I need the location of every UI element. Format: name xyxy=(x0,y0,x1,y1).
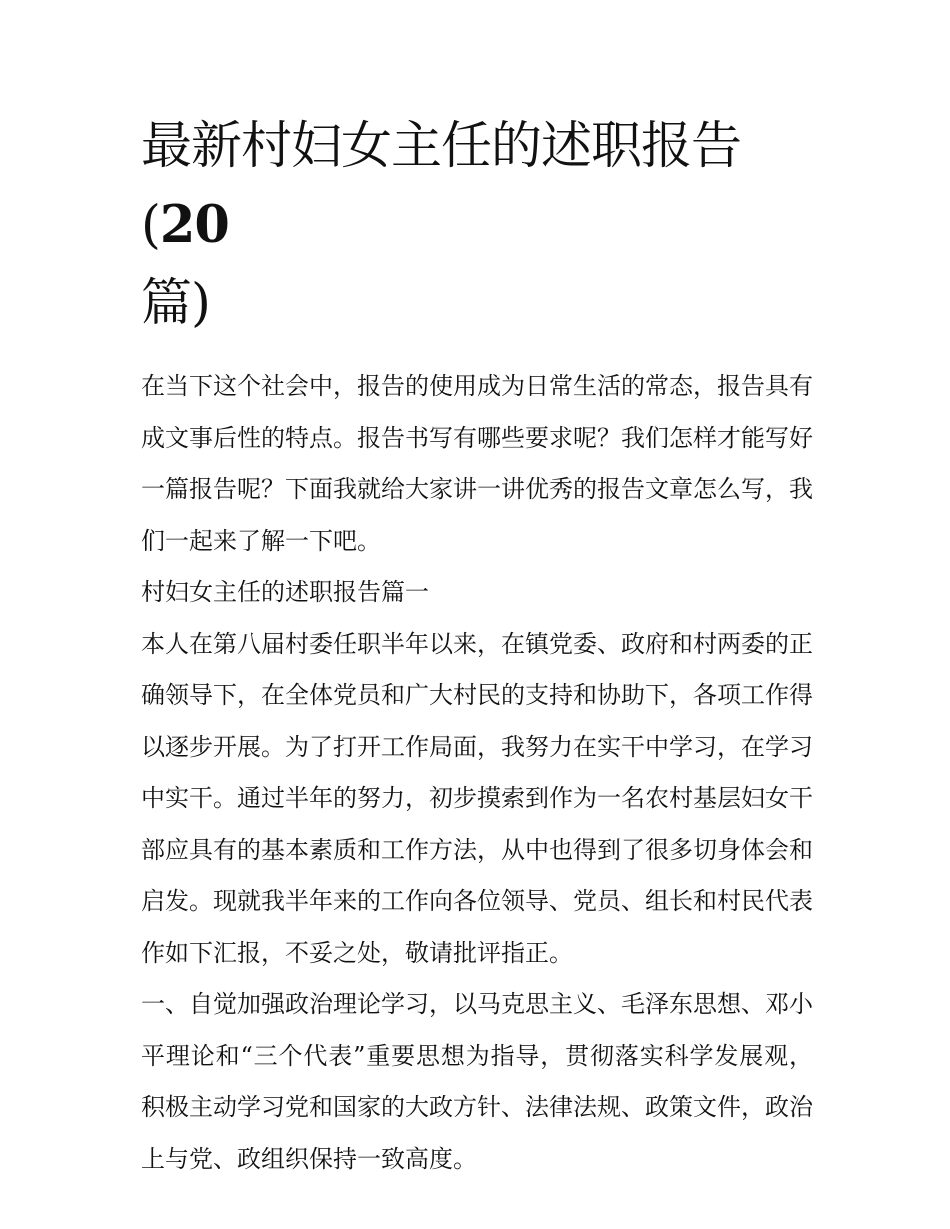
intro-paragraph: 在当下这个社会中，报告的使用成为日常生活的常态，报告具有成文事后性的特点。报告书写有哪些要求呢？我们怎样才能写好一篇报告呢？下面我就给大家讲一讲优秀的报告文章怎么写，我们一起来了解一下吧。 xyxy=(141,372,813,555)
body-paragraph: 一、自觉加强政治理论学习，以马克思主义、毛泽东思想、邓小平理论和“三个代表”重要思想为指导，贯彻落实科学发展观，积极主动学习党和国家的大政方针、法律法规、政策文件，政治上与党、政组织保持一致高度。 xyxy=(141,990,813,1173)
title-number: 20 xyxy=(159,195,229,255)
section-heading: 村妇女主任的述职报告篇一 xyxy=(141,578,429,606)
document-page xyxy=(141,108,813,1185)
title-main: 最新村妇女主任的述职报告( xyxy=(141,117,742,255)
document-body xyxy=(141,361,813,1185)
document-title xyxy=(141,108,813,343)
body-paragraph: 本人在第八届村委任职半年以来，在镇党委、政府和村两委的正确领导下，在全体党员和广大村民的支持和协助下，各项工作得以逐步开展。为了打开工作局面，我努力在实干中学习，在学习中实干。通过半年的努力，初步摸索到作为一名农村基层妇女干部应具有的基本素质和工作方法，从中也得到了很多切身体会和启发。现就我半年来的工作向各位领导、党员、组长和村民代表作如下汇报，不妥之处，敬请批评指正。 xyxy=(141,629,813,967)
title-tail: 篇) xyxy=(141,274,210,333)
